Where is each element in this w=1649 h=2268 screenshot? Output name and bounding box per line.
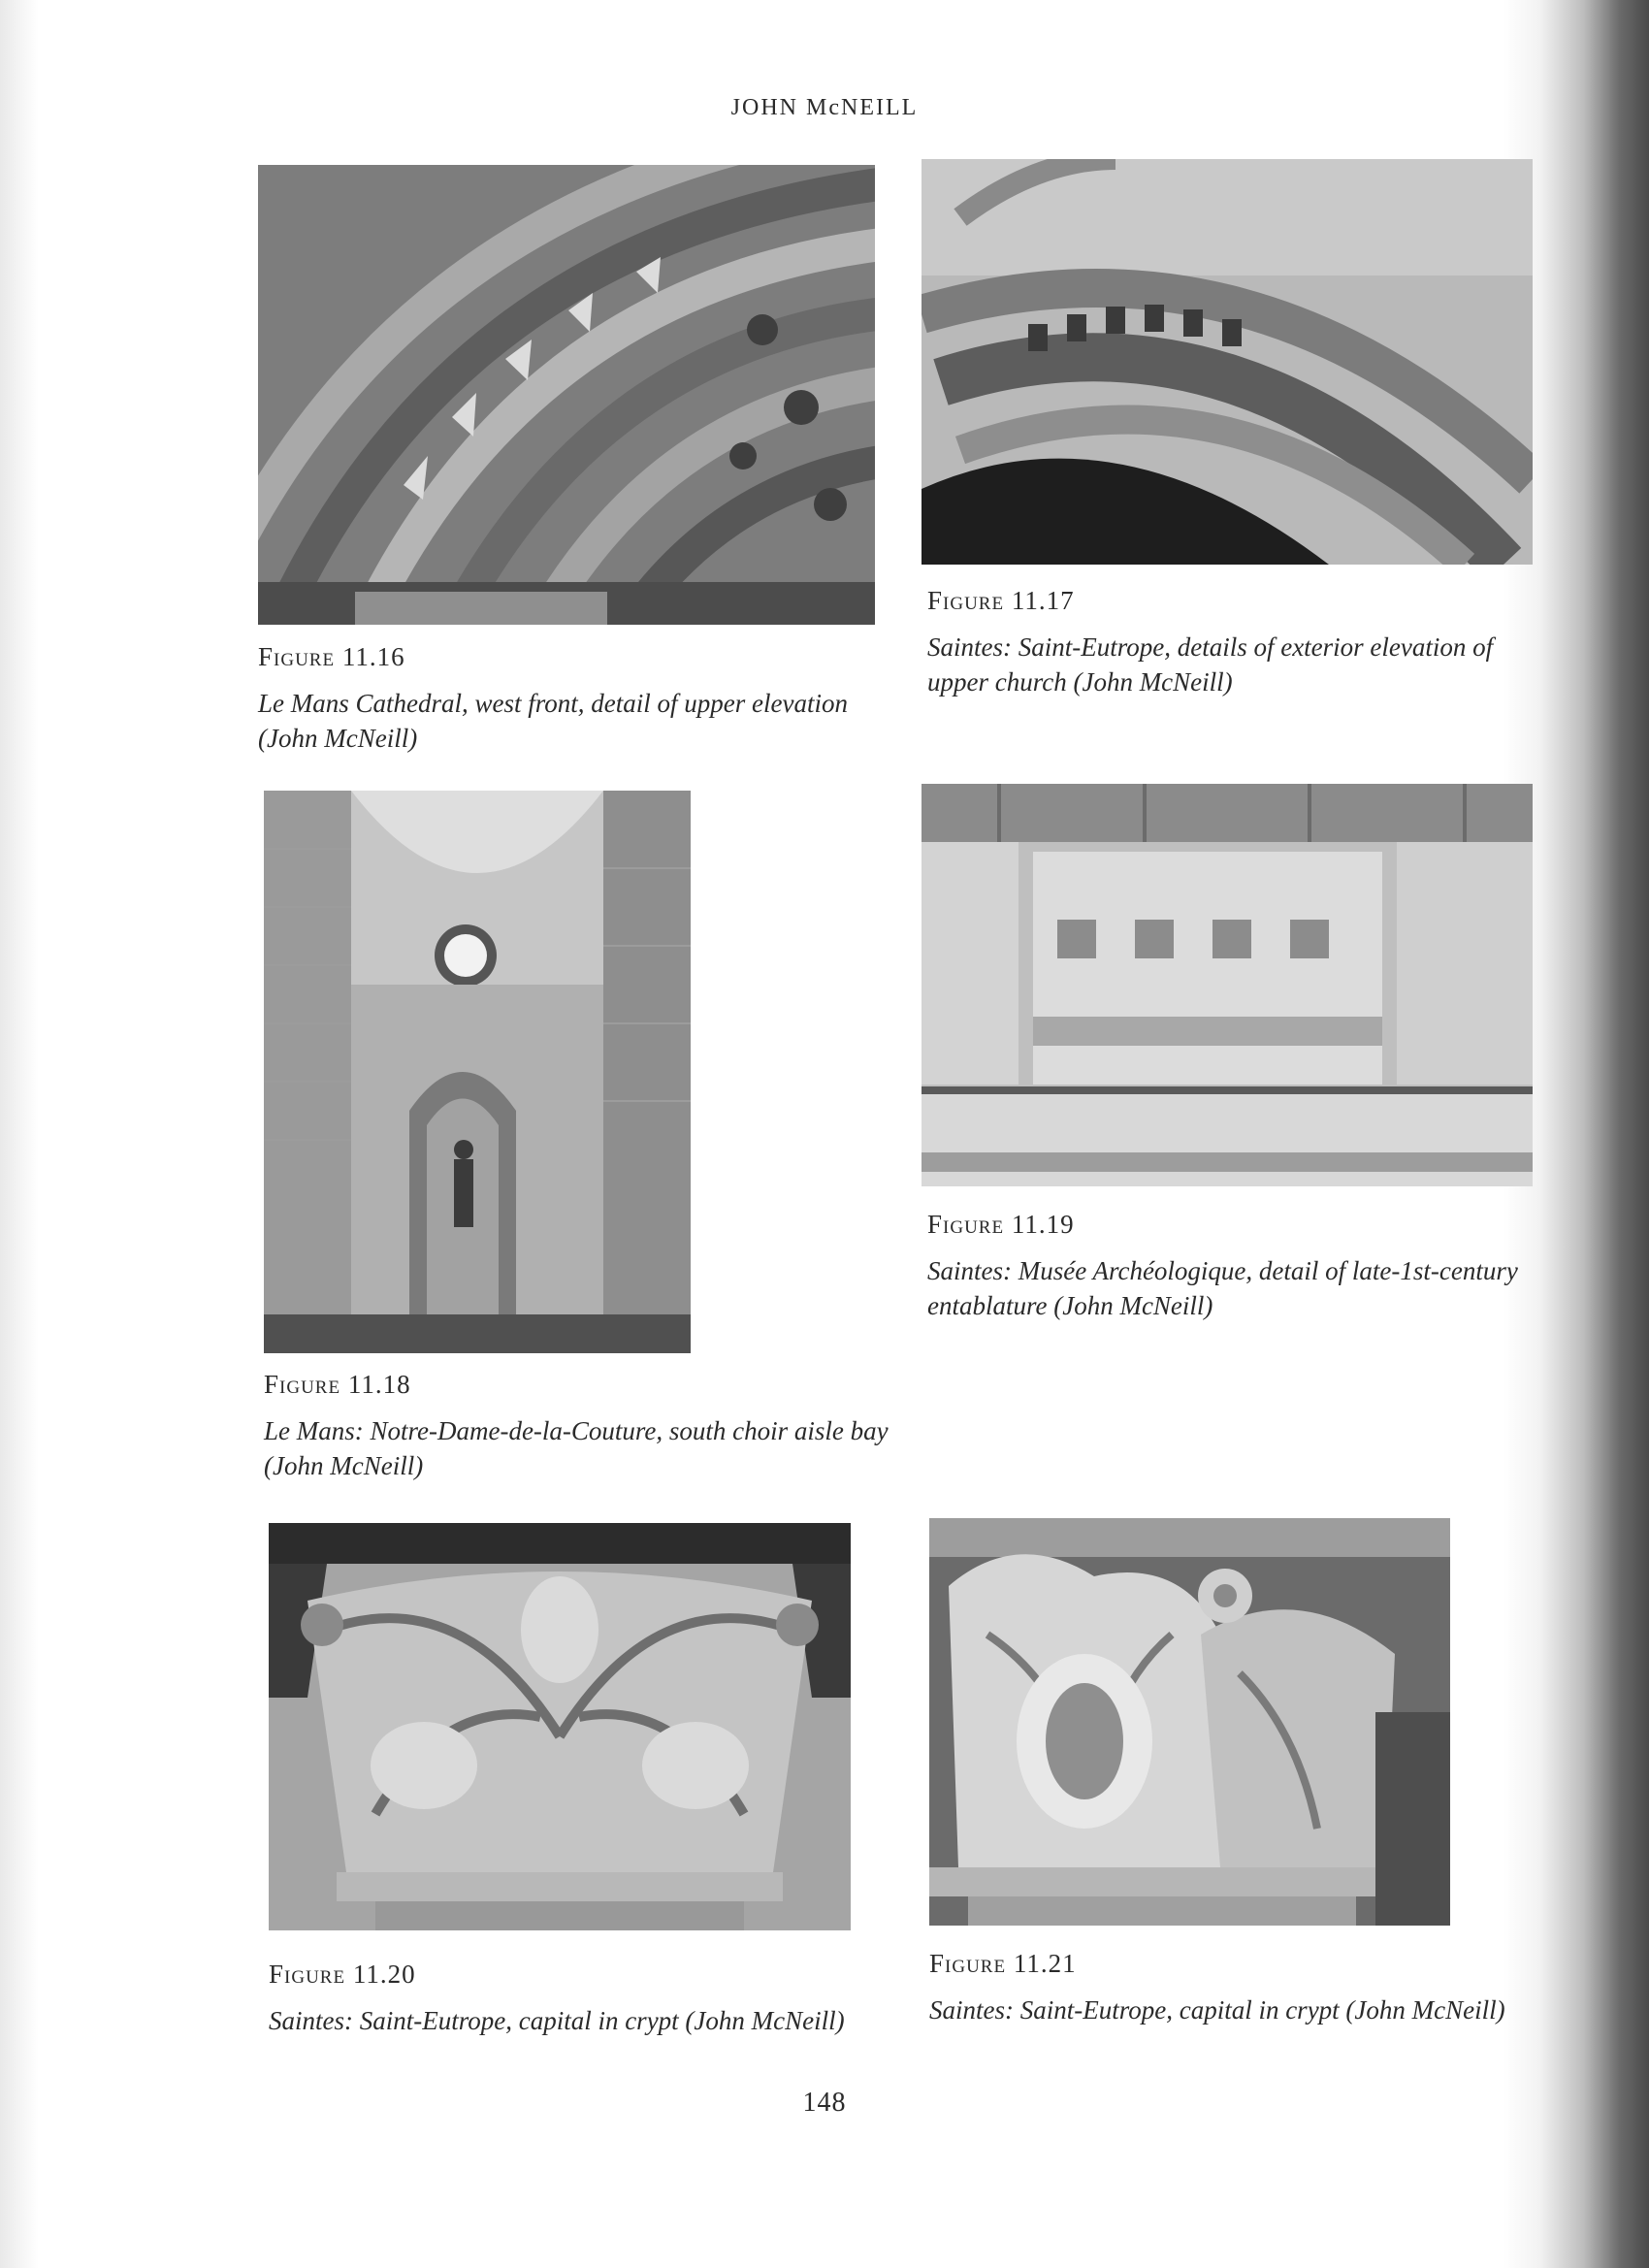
- figure-11-21-caption: [929, 1949, 1560, 2027]
- figure-11-19-photo: [922, 784, 1533, 1186]
- figure-11-17-text: Saintes: Saint-Eutrope, details of exterior elevation of upper church (John McNeill): [927, 632, 1494, 697]
- figure-11-16-label: Figure 11.16: [258, 642, 405, 671]
- page-number: 148: [802, 2088, 847, 2118]
- page-gutter-shadow: [0, 0, 39, 2268]
- figure-11-18-text: Le Mans: Notre-Dame-de-la-Couture, south choir aisle bay (John McNeill): [264, 1416, 889, 1480]
- figure-11-20-photo: [269, 1523, 851, 1930]
- figure-11-19-caption: [927, 1210, 1548, 1323]
- figure-11-20-caption: [269, 1960, 889, 2038]
- figure-11-18-caption: [264, 1370, 904, 1483]
- figure-11-19-label: Figure 11.19: [927, 1210, 1075, 1239]
- figure-11-21-photo: [929, 1518, 1450, 1926]
- running-head: JOHN McNEILL: [730, 95, 919, 120]
- figure-11-17-label: Figure 11.17: [927, 586, 1075, 615]
- figure-11-19-text: Saintes: Musée Archéologique, detail of late-1st-century entablature (John McNeill): [927, 1256, 1518, 1320]
- figure-11-17-photo: [922, 159, 1533, 565]
- figure-11-16-text: Le Mans Cathedral, west front, detail of upper elevation (John McNeill): [258, 689, 848, 753]
- figure-11-20-label: Figure 11.20: [269, 1960, 416, 1989]
- figure-11-17-caption: [927, 586, 1548, 699]
- figure-11-18-label: Figure 11.18: [264, 1370, 411, 1399]
- figure-11-16-photo: [258, 165, 875, 625]
- figure-11-21-label: Figure 11.21: [929, 1949, 1077, 1978]
- figure-11-20-text: Saintes: Saint-Eutrope, capital in crypt (John McNeill): [269, 2006, 845, 2035]
- figure-11-18-photo: [264, 791, 691, 1353]
- figure-11-21-text: Saintes: Saint-Eutrope, capital in crypt (John McNeill): [929, 1995, 1505, 2025]
- figure-11-16-caption: [258, 642, 879, 756]
